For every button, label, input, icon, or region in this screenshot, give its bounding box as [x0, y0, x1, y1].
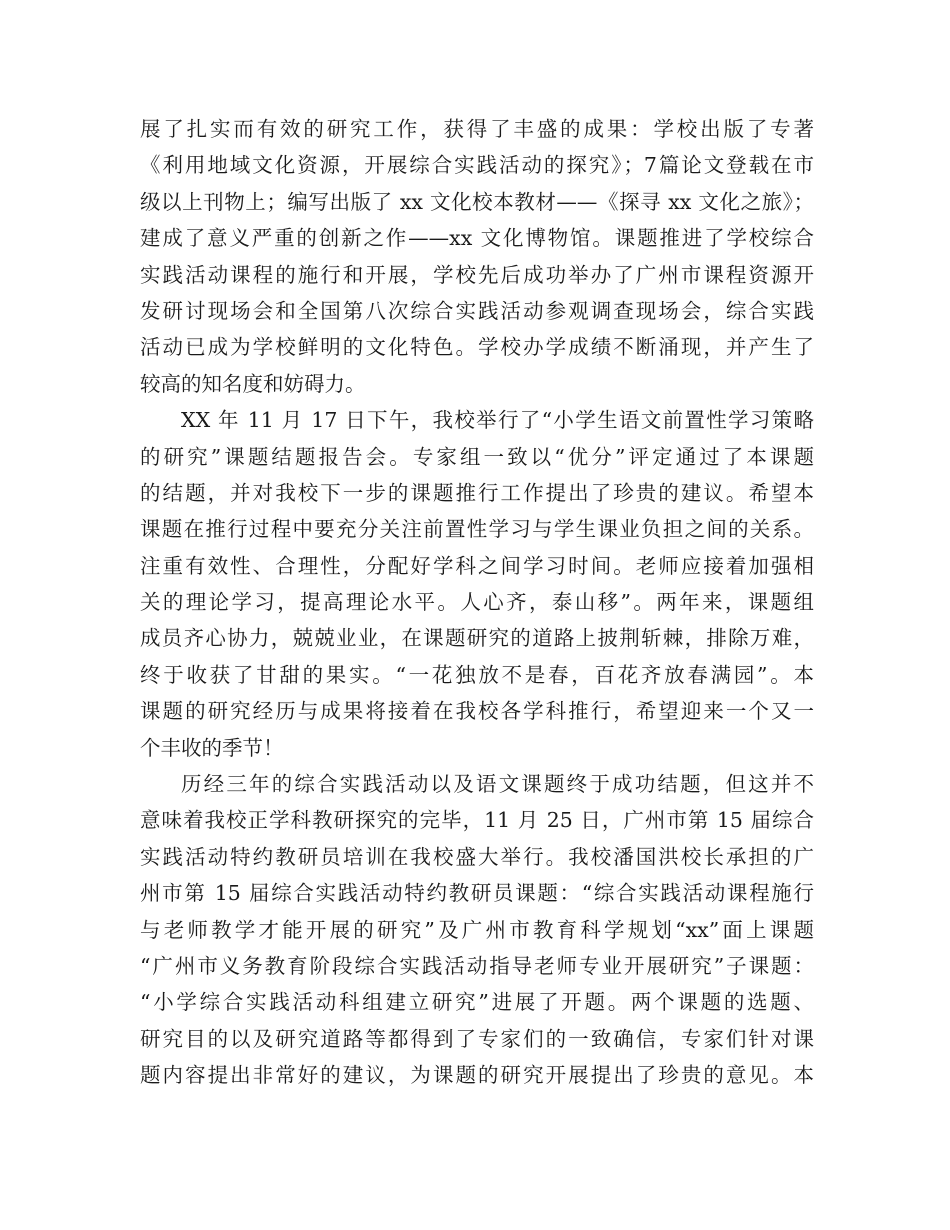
paragraph-1	[140, 111, 814, 402]
text-line: “小学综合实践活动科组建立研究”进展了开题。两个课题的选题、	[140, 990, 814, 1015]
text-line: 终于收获了甘甜的果实。“一花独放不是春，百花齐放春满园”。本	[140, 662, 814, 687]
text-line: 课题在推行过程中要充分关注前置性学习与学生课业负担之间的关系。	[140, 517, 814, 542]
text-line: 课题的研究经历与成果将接着在我校各学科推行，希望迎来一个又一	[140, 699, 814, 724]
text-line: 《利用地域文化资源，开展综合实践活动的探究》；7篇论文登载在市	[140, 153, 814, 178]
paragraph-3	[140, 766, 814, 1094]
text-line: 历经三年的综合实践活动以及语文课题终于成功结题，但这并不	[181, 772, 814, 797]
text-line: 研究目的以及研究道路等都得到了专家们的一致确信，专家们针对课	[140, 1026, 814, 1051]
text-line: 建成了意义严重的创新之作——xx 文化博物馆。课题推进了学校综合	[140, 226, 814, 251]
text-line: 的结题，并对我校下一步的课题推行工作提出了珍贵的建议。希望本	[140, 480, 814, 505]
text-line: “广州市义务教育阶段综合实践活动指导老师专业开展研究”子课题：	[140, 953, 814, 978]
text-line: 展了扎实而有效的研究工作，获得了丰盛的成果：学校出版了专著	[140, 117, 814, 141]
text-line: 实践活动特约教研员培训在我校盛大举行。我校潘国洪校长承担的广	[140, 844, 814, 869]
text-line: 题内容提出非常好的建议，为课题的研究开展提出了珍贵的意见。本	[140, 1063, 814, 1088]
text-line: 与老师教学才能开展的研究”及广州市教育科学规划“xx”面上课题	[140, 917, 814, 942]
text-line: 实践活动课程的施行和开展，学校先后成功举办了广州市课程资源开	[140, 262, 814, 287]
text-line: 活动已成为学校鲜明的文化特色。学校办学成绩不断涌现，并产生了	[140, 335, 814, 360]
document-body	[140, 111, 814, 1094]
text-line: 发研讨现场会和全国第八次综合实践活动参观调查现场会，综合实践	[140, 298, 814, 323]
text-line: XX 年 11 月 17 日下午，我校举行了“小学生语文前置性学习策略	[181, 408, 814, 433]
text-line: 注重有效性、合理性，分配好学科之间学习时间。老师应接着加强相	[140, 553, 814, 578]
text-line: 成员齐心协力，兢兢业业，在课题研究的道路上披荆斩棘，排除万难，	[140, 626, 814, 651]
text-line: 的研究”课题结题报告会。专家组一致以“优分”评定通过了本课题	[140, 444, 814, 469]
text-line: 较高的知名度和妨碍力。	[140, 371, 366, 396]
text-line: 意味着我校正学科教研探究的完毕，11 月 25 日，广州市第 15 届综合	[140, 808, 814, 833]
text-line: 个丰收的季节！	[140, 735, 284, 760]
text-line: 级以上刊物上；编写出版了 xx 文化校本教材——《探寻 xx 文化之旅》；	[140, 189, 814, 214]
text-line: 州市第 15 届综合实践活动特约教研员课题：“综合实践活动课程施行	[140, 881, 814, 906]
text-line: 关的理论学习，提高理论水平。人心齐，泰山移”。两年来，课题组	[140, 590, 814, 615]
paragraph-2	[140, 402, 814, 766]
